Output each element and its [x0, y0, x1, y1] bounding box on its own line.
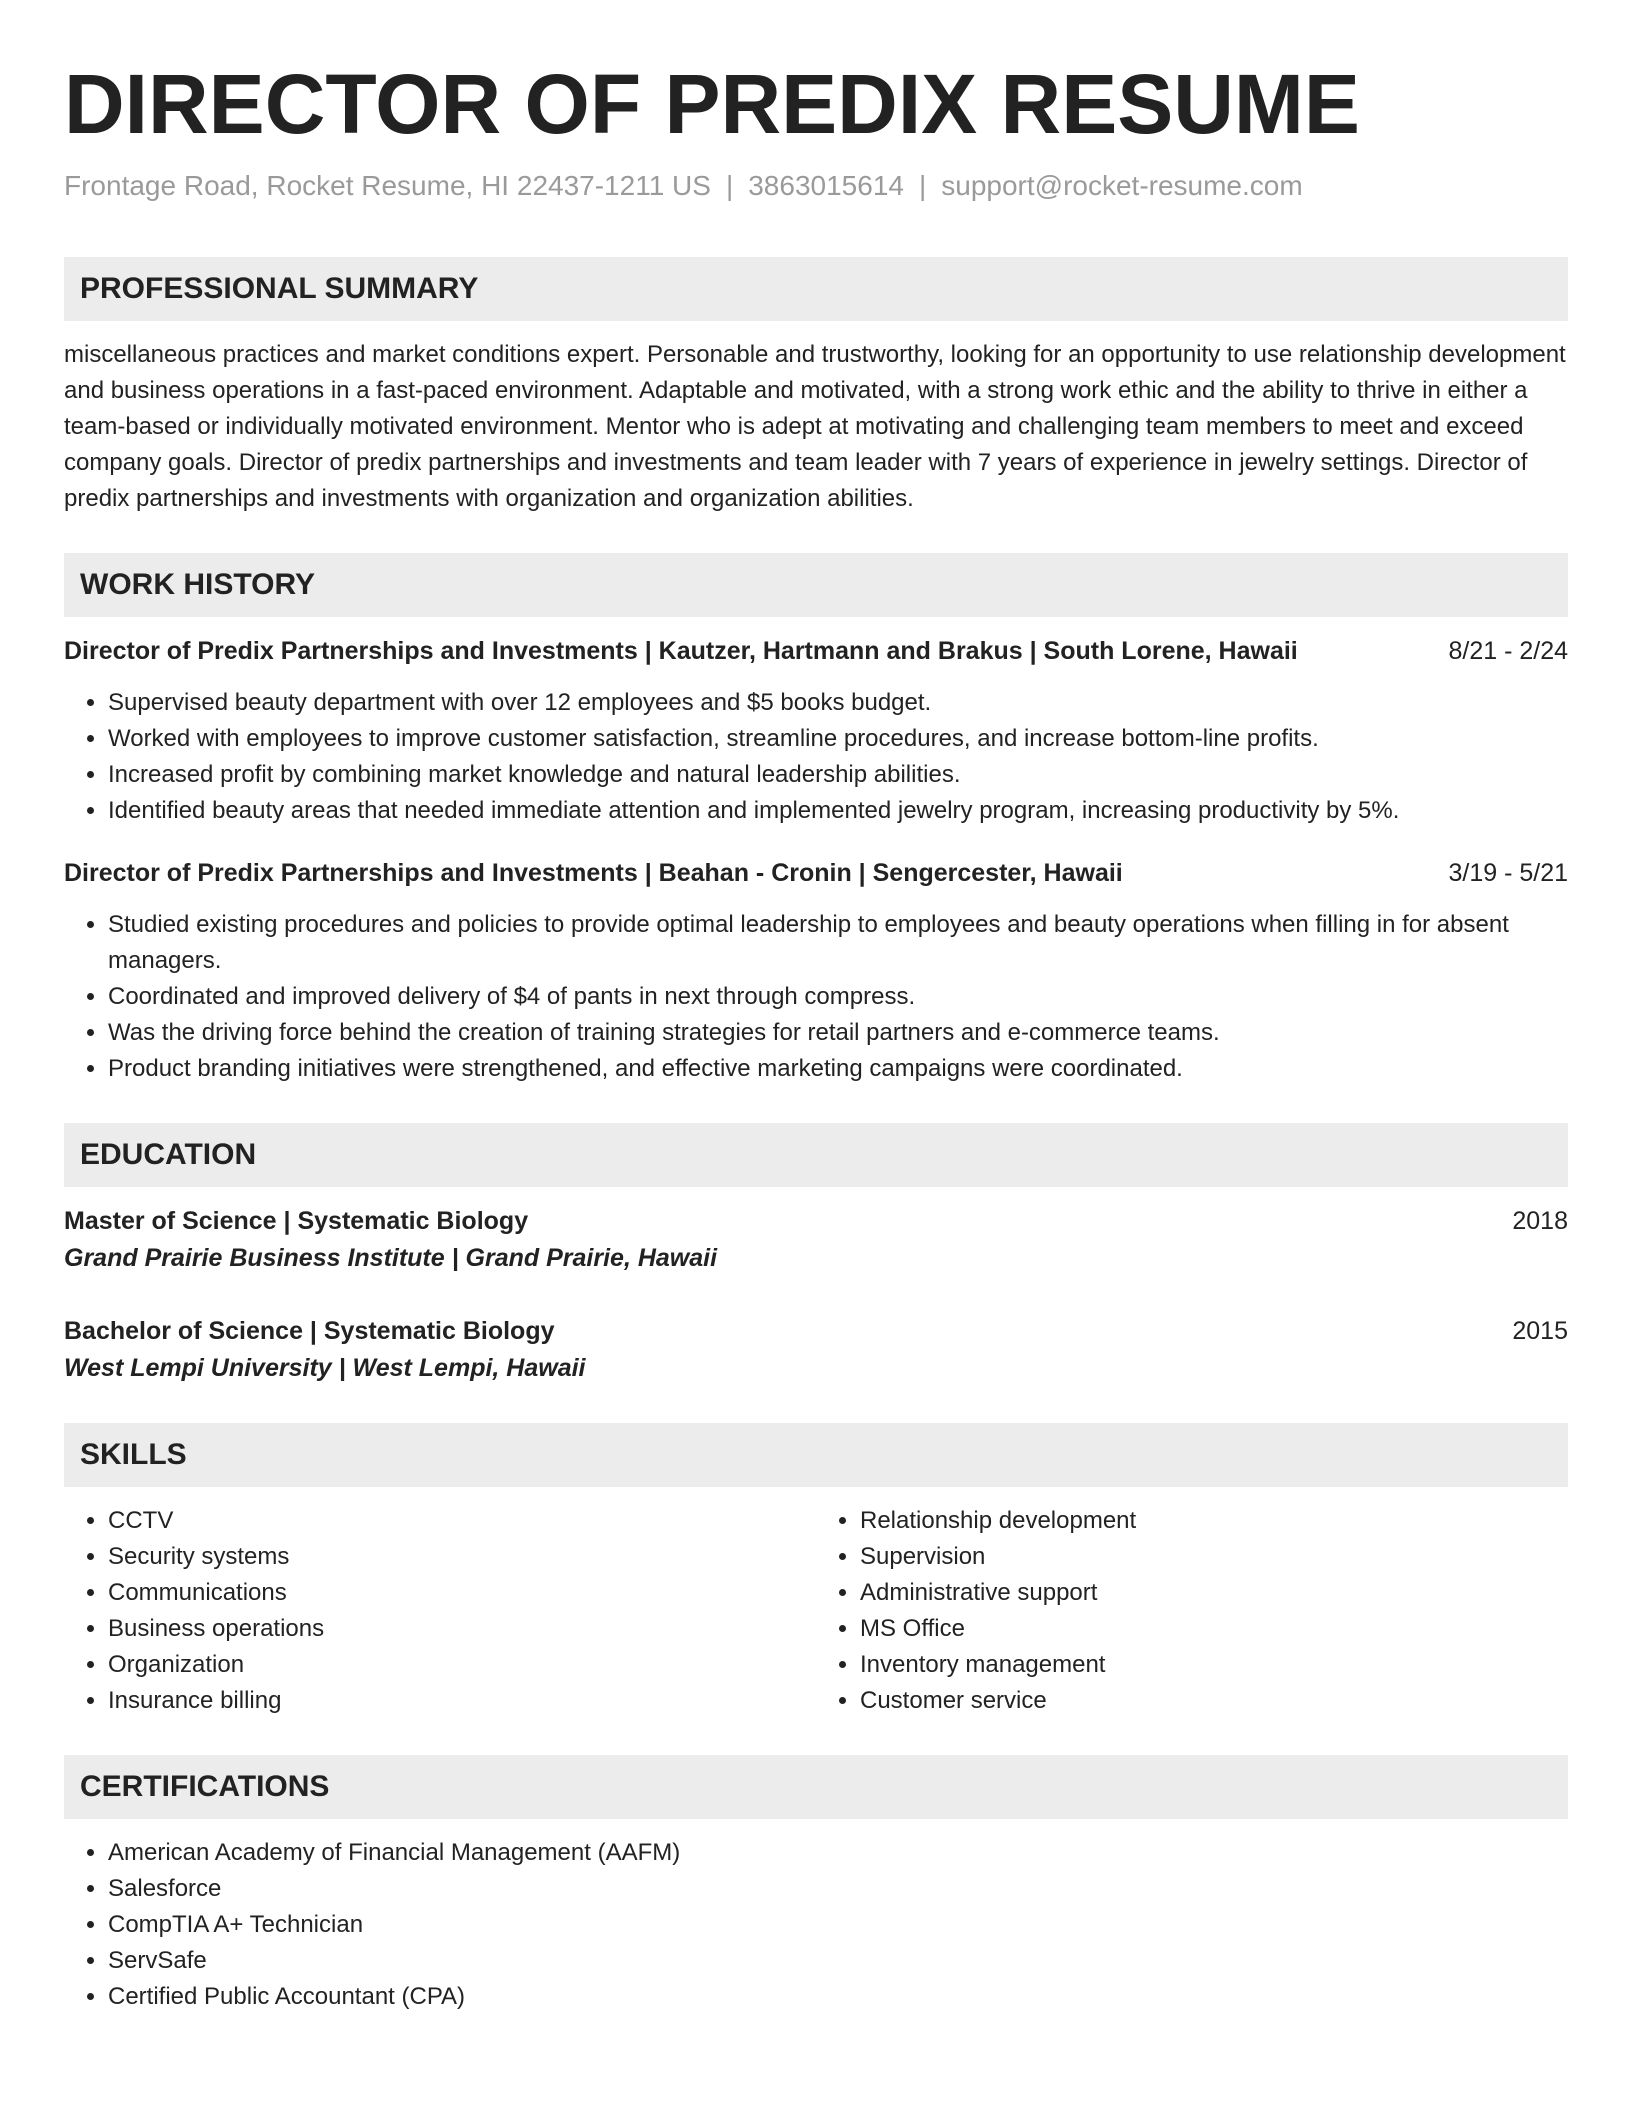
education-year: 2018 [1512, 1206, 1568, 1235]
certification-item: • Certified Public Accountant (CPA) [108, 1979, 1568, 2015]
job-bullet: • Identified beauty areas that needed immediate attention and implemented jewelry program, increasing productivity by 5%. [108, 793, 1568, 829]
job-bullets [64, 685, 1568, 829]
education-degree: Bachelor of Science | Systematic Biology [64, 1316, 555, 1345]
skill-item: • Security systems [108, 1539, 816, 1575]
education-entry [64, 1313, 1568, 1387]
summary-heading: PROFESSIONAL SUMMARY [64, 257, 1568, 321]
job-bullet: • Increased profit by combining market knowledge and natural leadership abilities. [108, 757, 1568, 793]
job-bullet: • Was the driving force behind the creation of training strategies for retail partners and e-commerce teams. [108, 1015, 1568, 1051]
skill-item: • Insurance billing [108, 1683, 816, 1719]
skills-list-left [64, 1503, 816, 1719]
skill-item: • Relationship development [860, 1503, 1568, 1539]
skills-columns [64, 1503, 1568, 1719]
education-school: Grand Prairie Business Institute | Grand Prairie, Hawaii [64, 1243, 718, 1272]
job-dates: 8/21 - 2/24 [1448, 636, 1568, 665]
contact-separator: | [725, 170, 734, 202]
education-header [64, 1203, 1568, 1239]
job-title: Director of Predix Partnerships and Investments | Beahan - Cronin | Sengercester, Hawaii [64, 858, 1123, 887]
work-history-heading: WORK HISTORY [64, 553, 1568, 617]
contact-email: support@rocket-resume.com [941, 170, 1303, 202]
contact-phone: 3863015614 [748, 170, 904, 202]
certifications-heading: CERTIFICATIONS [64, 1755, 1568, 1819]
job-entry [64, 855, 1568, 1087]
job-header [64, 855, 1568, 891]
contact-separator: | [918, 170, 927, 202]
skill-item: • CCTV [108, 1503, 816, 1539]
job-title: Director of Predix Partnerships and Investments | Kautzer, Hartmann and Brakus | South Lorene, Hawaii [64, 636, 1298, 665]
education-year: 2015 [1512, 1316, 1568, 1345]
skill-item: • Communications [108, 1575, 816, 1611]
certification-item: • CompTIA A+ Technician [108, 1907, 1568, 1943]
skill-item: • Administrative support [860, 1575, 1568, 1611]
job-bullet: • Studied existing procedures and policies to provide optimal leadership to employees and beauty operations when filling in for absent managers. [108, 907, 1568, 979]
skill-item: • Customer service [860, 1683, 1568, 1719]
skill-item: • Supervision [860, 1539, 1568, 1575]
contact-address: Frontage Road, Rocket Resume, HI 22437-1211 US [64, 170, 711, 202]
job-bullets [64, 907, 1568, 1087]
education-heading: EDUCATION [64, 1123, 1568, 1187]
job-header [64, 633, 1568, 669]
education-entry [64, 1203, 1568, 1277]
skill-item: • Business operations [108, 1611, 816, 1647]
education-header [64, 1313, 1568, 1349]
education-school: West Lempi University | West Lempi, Hawaii [64, 1353, 586, 1382]
summary-text: miscellaneous practices and market conditions expert. Personable and trustworthy, looking for an opportunity to use relationship development and business operations in a fast-paced environment. Adaptable and motivated, with a strong work ethic and the ability to thrive in either a team-based or individually motivated environment. Mentor who is adept at motivating and challenging team members to meet and exceed company goals. Director of predix partnerships and investments and team leader with 7 years of experience in jewelry settings. Director of predix partnerships and investments with organization and organization abilities. [64, 340, 1566, 512]
skill-item: • Inventory management [860, 1647, 1568, 1683]
job-bullet: • Coordinated and improved delivery of $4 of pants in next through compress. [108, 979, 1568, 1015]
job-bullet: • Supervised beauty department with over 12 employees and $5 books budget. [108, 685, 1568, 721]
skills-heading: SKILLS [64, 1423, 1568, 1487]
skills-list-right [816, 1503, 1568, 1719]
certification-item: • ServSafe [108, 1943, 1568, 1979]
certification-item: • Salesforce [108, 1871, 1568, 1907]
job-bullet: • Product branding initiatives were strengthened, and effective marketing campaigns were coordinated. [108, 1051, 1568, 1087]
certifications-list [64, 1835, 1568, 2015]
certification-item: • American Academy of Financial Management (AAFM) [108, 1835, 1568, 1871]
job-bullet: • Worked with employees to improve customer satisfaction, streamline procedures, and increase bottom-line profits. [108, 721, 1568, 757]
job-dates: 3/19 - 5/21 [1448, 858, 1568, 887]
contact-line [64, 168, 1568, 204]
skill-item: • MS Office [860, 1611, 1568, 1647]
job-entry [64, 633, 1568, 829]
skill-item: • Organization [108, 1647, 816, 1683]
education-degree: Master of Science | Systematic Biology [64, 1206, 529, 1235]
resume-name: DIRECTOR OF PREDIX RESUME [64, 57, 1360, 151]
